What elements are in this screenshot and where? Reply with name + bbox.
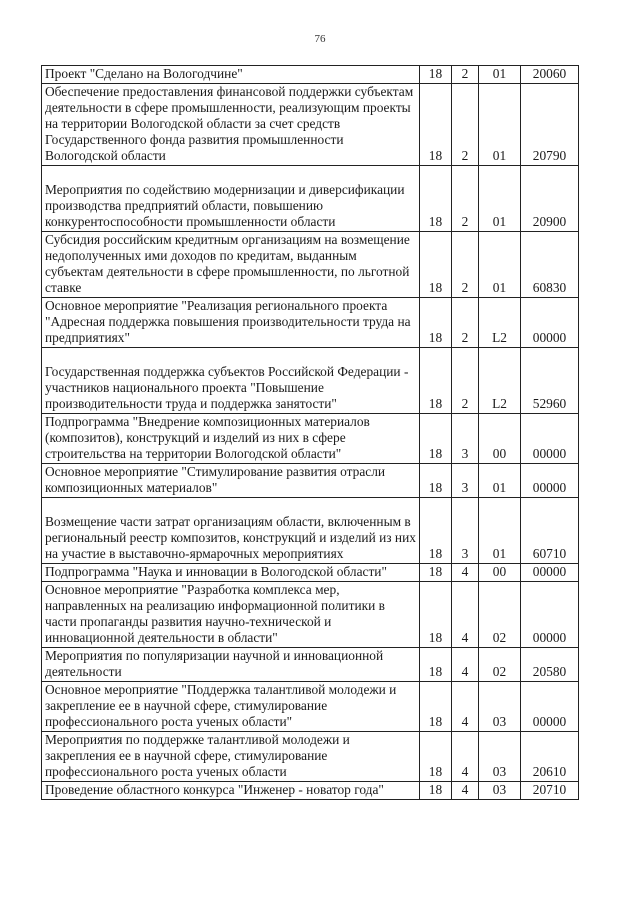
code-cell-c2: 2: [452, 298, 479, 348]
code-cell-c1: 18: [420, 648, 452, 682]
row-name-cell: [42, 682, 420, 732]
row-name: Основное мероприятие "Реализация регионального проекта "Адресная поддержка повышения производительности труда на предприятиях": [45, 298, 411, 345]
row-name-cell: [42, 582, 420, 648]
code-cell-c2: 2: [452, 66, 479, 84]
code-cell-c1: 18: [420, 782, 452, 800]
row-name-cell: [42, 66, 420, 84]
page-number: 76: [314, 33, 326, 45]
row-name-cell: [42, 564, 420, 582]
code-cell-c1: 18: [420, 732, 452, 782]
code-cell-c4: 00000: [521, 464, 579, 498]
table-row: [42, 732, 579, 782]
code-cell-c4: 60830: [521, 232, 579, 298]
code-cell-c4: 20580: [521, 648, 579, 682]
row-name: Основное мероприятие "Поддержка талантливой молодежи и закрепление ее в научной сфере, стимулирование профессионального роста ученых области": [45, 682, 397, 729]
code-cell-c2: 3: [452, 414, 479, 464]
row-name: Государственная поддержка субъектов Российской Федерации - участников национального проекта "Повышение производительности труда и поддержка занятости": [45, 364, 409, 411]
code-cell-c2: 4: [452, 564, 479, 582]
blank-line: [45, 166, 416, 182]
code-cell-c3: L2: [479, 348, 521, 414]
table-row: [42, 582, 579, 648]
table-row: [42, 348, 579, 414]
table-row: [42, 166, 579, 232]
code-cell-c3: 02: [479, 648, 521, 682]
code-cell-c1: 18: [420, 498, 452, 564]
code-cell-c2: 2: [452, 84, 479, 166]
code-cell-c4: 60710: [521, 498, 579, 564]
code-cell-c1: 18: [420, 232, 452, 298]
code-cell-c2: 3: [452, 498, 479, 564]
code-cell-c4: 20790: [521, 84, 579, 166]
table-row: [42, 298, 579, 348]
code-cell-c2: 2: [452, 348, 479, 414]
code-cell-c4: 20710: [521, 782, 579, 800]
code-cell-c3: 01: [479, 66, 521, 84]
code-cell-c1: 18: [420, 414, 452, 464]
row-name-cell: [42, 414, 420, 464]
code-cell-c2: 2: [452, 232, 479, 298]
blank-line: [45, 498, 416, 514]
code-cell-c4: 20060: [521, 66, 579, 84]
table-body: [42, 66, 579, 800]
row-name: Мероприятия по поддержке талантливой молодежи и закрепления ее в научной сфере, стимулирование профессионального роста ученых области: [45, 732, 350, 779]
row-name: Мероприятия по содействию модернизации и диверсификации производства предприятий области, повышению конкурентоспособности промышленности области: [45, 182, 405, 229]
row-name: Подпрограмма "Наука и инновации в Вологодской области": [45, 564, 387, 579]
row-name: Проект "Сделано на Вологодчине": [45, 66, 243, 81]
code-cell-c3: 03: [479, 682, 521, 732]
code-cell-c3: 02: [479, 582, 521, 648]
code-cell-c3: 03: [479, 732, 521, 782]
code-cell-c4: 52960: [521, 348, 579, 414]
budget-classification-table: [41, 65, 579, 800]
code-cell-c4: 20610: [521, 732, 579, 782]
row-name-cell: [42, 498, 420, 564]
table-row: [42, 564, 579, 582]
code-cell-c4: 00000: [521, 682, 579, 732]
code-cell-c4: 00000: [521, 414, 579, 464]
table-row: [42, 414, 579, 464]
code-cell-c1: 18: [420, 682, 452, 732]
table-row: [42, 648, 579, 682]
code-cell-c2: 2: [452, 166, 479, 232]
row-name-cell: [42, 648, 420, 682]
table-row: [42, 232, 579, 298]
table-row: [42, 682, 579, 732]
row-name: Возмещение части затрат организациям области, включенным в региональный реестр композитов, конструкций и изделий из них на участие в выставочно-ярмарочных мероприятиях: [45, 514, 416, 561]
table-row: [42, 498, 579, 564]
code-cell-c1: 18: [420, 84, 452, 166]
table-row: [42, 66, 579, 84]
row-name: Основное мероприятие "Стимулирование развития отрасли композиционных материалов": [45, 464, 386, 495]
code-cell-c2: 4: [452, 648, 479, 682]
row-name: Основное мероприятие "Разработка комплекса мер, направленных на реализацию информационной политики в части пропаганды развития научно-технической и инновационной деятельности в области": [45, 582, 385, 645]
row-name: Субсидия российским кредитным организациям на возмещение недополученных ими доходов по кредитам, выданным субъектам деятельности в сфере промышленности, по льготной ставке: [45, 232, 410, 295]
code-cell-c3: 01: [479, 232, 521, 298]
code-cell-c3: 00: [479, 564, 521, 582]
row-name-cell: [42, 782, 420, 800]
code-cell-c3: 01: [479, 498, 521, 564]
code-cell-c1: 18: [420, 348, 452, 414]
blank-line: [45, 348, 416, 364]
code-cell-c2: 4: [452, 782, 479, 800]
code-cell-c4: 00000: [521, 564, 579, 582]
code-cell-c2: 3: [452, 464, 479, 498]
code-cell-c4: 20900: [521, 166, 579, 232]
row-name: Подпрограмма "Внедрение композиционных материалов (композитов), конструкций и изделий из них в сфере строительства на территории Вологодской области": [45, 414, 370, 461]
code-cell-c2: 4: [452, 582, 479, 648]
row-name: Обеспечение предоставления финансовой поддержки субъектам деятельности в сфере промышленности, реализующим проекты на территории Вологодской области за счет средств Государственного фонда развития промышленности Вологодской области: [45, 84, 414, 163]
row-name: Мероприятия по популяризации научной и инновационной деятельности: [45, 648, 384, 679]
code-cell-c3: L2: [479, 298, 521, 348]
code-cell-c2: 4: [452, 732, 479, 782]
code-cell-c1: 18: [420, 66, 452, 84]
code-cell-c1: 18: [420, 564, 452, 582]
row-name: Проведение областного конкурса "Инженер - новатор года": [45, 782, 384, 797]
code-cell-c3: 00: [479, 414, 521, 464]
code-cell-c1: 18: [420, 582, 452, 648]
code-cell-c3: 01: [479, 166, 521, 232]
code-cell-c1: 18: [420, 298, 452, 348]
code-cell-c3: 03: [479, 782, 521, 800]
code-cell-c1: 18: [420, 166, 452, 232]
table-row: [42, 782, 579, 800]
code-cell-c3: 01: [479, 464, 521, 498]
row-name-cell: [42, 232, 420, 298]
row-name-cell: [42, 166, 420, 232]
code-cell-c2: 4: [452, 682, 479, 732]
table-row: [42, 464, 579, 498]
table-row: [42, 84, 579, 166]
row-name-cell: [42, 348, 420, 414]
code-cell-c1: 18: [420, 464, 452, 498]
code-cell-c4: 00000: [521, 298, 579, 348]
code-cell-c3: 01: [479, 84, 521, 166]
code-cell-c4: 00000: [521, 582, 579, 648]
row-name-cell: [42, 464, 420, 498]
row-name-cell: [42, 298, 420, 348]
row-name-cell: [42, 84, 420, 166]
row-name-cell: [42, 732, 420, 782]
